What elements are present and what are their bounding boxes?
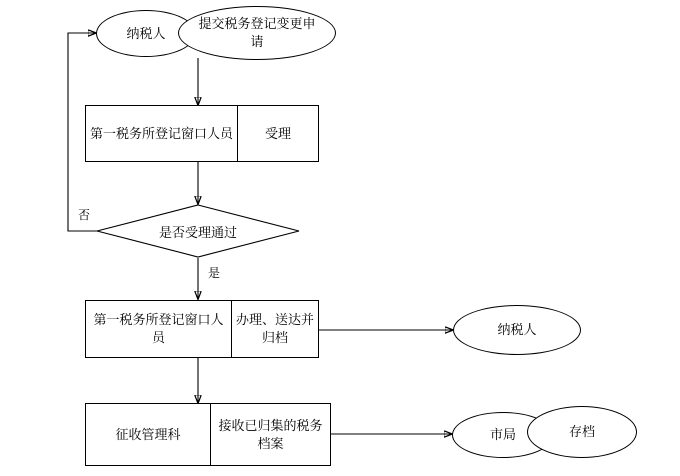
node-taxpayer-end-label: 纳税人 [497, 322, 537, 338]
node-taxpayer-start-label: 纳税人 [126, 25, 166, 41]
node-handle-deliver-label: 办理、送达并归档 [236, 312, 315, 345]
node-window-staff-2-label: 第一税务所登记窗口人员 [86, 301, 232, 357]
node-taxpayer-end[interactable] [453, 305, 581, 355]
node-collection-department[interactable] [85, 403, 331, 466]
node-archive-label: 存档 [568, 424, 595, 440]
node-submit-request[interactable] [178, 6, 336, 60]
node-submit-request-label: 提交税务登记变更申请 [198, 16, 316, 49]
node-window-staff-handling[interactable] [85, 300, 319, 358]
node-archive[interactable] [527, 406, 637, 458]
node-receive-archives-label: 接收已归集的税务档案 [218, 417, 323, 451]
node-decision-label: 是否受理通过 [158, 224, 237, 240]
edge-label-yes: 是 [208, 266, 221, 280]
node-decision-accept[interactable] [96, 204, 300, 258]
node-window-staff-1-label: 第一税务所登记窗口人员 [86, 106, 238, 161]
node-collection-dept-label: 征收管理科 [86, 404, 211, 465]
node-acceptance-label: 受理 [264, 125, 291, 141]
node-city-bureau-label: 市局 [489, 427, 516, 443]
node-window-staff-acceptance[interactable] [85, 105, 319, 162]
edge-label-no: 否 [78, 208, 91, 222]
